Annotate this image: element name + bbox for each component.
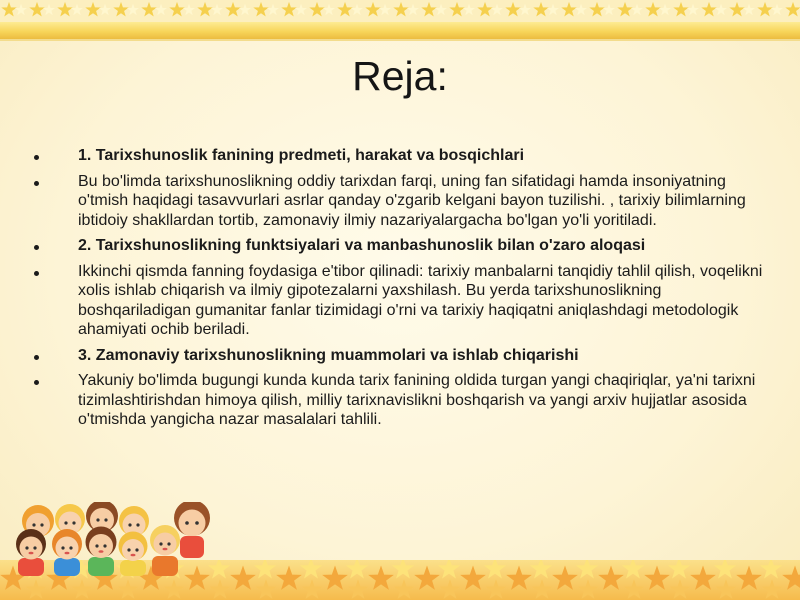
bullet-icon bbox=[34, 355, 39, 360]
list-item-text: Bu bo'limda tarixshunoslikning oddiy tarixdan farqi, uning fan sifatidagi hamda insoniyatning o'tmish haqidagi tasavvurlari asrlar qanday o'zgarib kelgani bayon tuzilishi. , tarixiy bilimlarning ibtidoiy shakllardan tortib, zamonaviy ilmiy nazariyalargacha bo'lgan yo'li yoritiladi. bbox=[78, 172, 746, 229]
slide-title: Reja: bbox=[352, 53, 448, 99]
top-star-border bbox=[0, 0, 800, 42]
list-item bbox=[30, 262, 774, 340]
bullet-icon bbox=[34, 245, 39, 250]
list-item bbox=[30, 236, 774, 256]
list-item bbox=[30, 172, 774, 231]
bullet-icon bbox=[34, 380, 39, 385]
bullet-icon bbox=[34, 271, 39, 276]
list-item bbox=[30, 346, 774, 366]
bullet-list bbox=[30, 146, 774, 436]
cartoon-children-image bbox=[8, 502, 218, 576]
bullet-icon bbox=[34, 181, 39, 186]
bullet-icon bbox=[34, 155, 39, 160]
list-item-text: 1. Tarixshunoslik fanining predmeti, harakat va bosqichlari bbox=[78, 147, 525, 164]
list-item-text: 2. Tarixshunoslikning funktsiyalari va manbashunoslik bilan o'zaro aloqasi bbox=[78, 237, 646, 254]
list-item bbox=[30, 371, 774, 430]
list-item-text: Yakuniy bo'limda bugungi kunda kunda tarix fanining oldida turgan yangi chaqiriqlar, ya'ni tarixni tizimlashtirishdan himoya qilish, milliy tarixnavislikni boshqarish va yangi arxiv hujjatlar asosida o'tmishda yangicha nazar masalalari tahlili. bbox=[78, 372, 756, 428]
list-item-text: 3. Zamonaviy tarixshunoslikning muammolari va ishlab chiqarishi bbox=[78, 346, 579, 364]
list-item-text: Ikkinchi qismda fanning foydasiga e'tibor qilinadi: tarixiy manbalarni tanqidiy tahlil qilish, voqelikni xolis ishlab chiqarish va ilmiy gipotezalarni yaxshilash. Bu yerda tarixshunoslikning boshqariladigan gumanitar fanlar tizimidagi o'rni va tarixiy haqiqatni aniqlashdagi metodologik ahamiyati ochib beriladi. bbox=[78, 262, 763, 338]
list-item bbox=[30, 146, 774, 166]
